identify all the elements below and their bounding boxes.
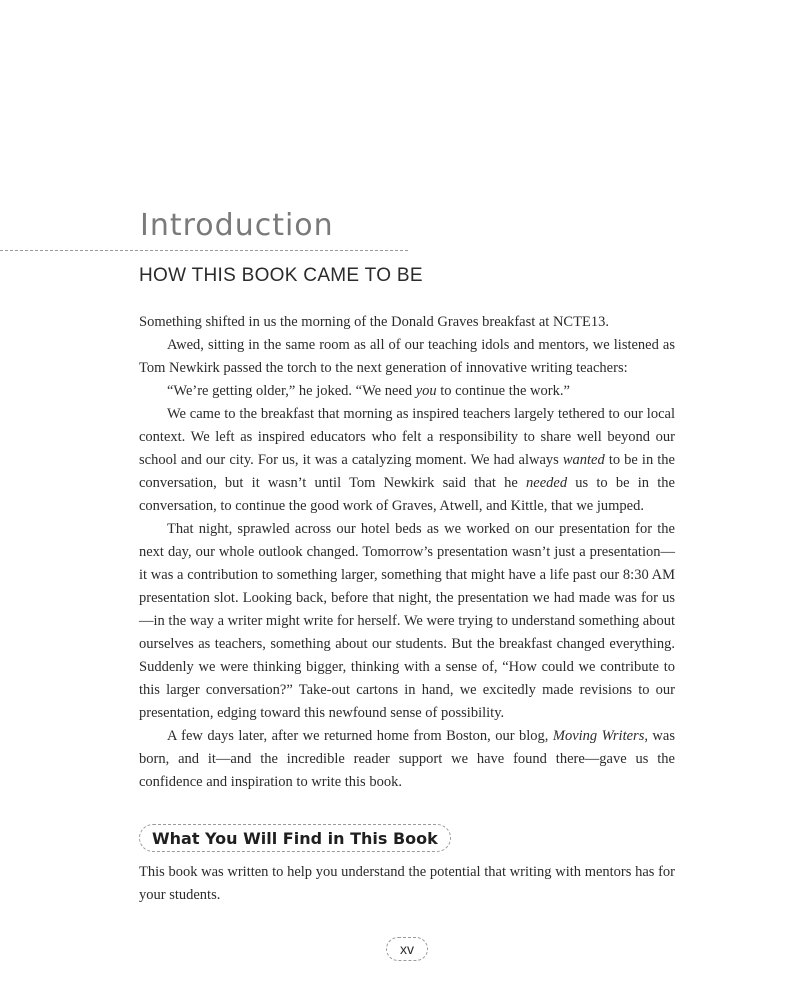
paragraph: Something shifted in us the morning of the Donald Graves breakfast at NCTE13. xyxy=(139,314,609,330)
chapter-subtitle: HOW THIS BOOK CAME TO BE xyxy=(139,265,423,286)
paragraph: Awed, sitting in the same room as all of our teaching idols and mentors, we listened as Tom Newkirk passed the torch to the next generation of innovative writing teachers: xyxy=(139,337,675,376)
paragraph: This book was written to help you understand the potential that writing with mentors has for your students. xyxy=(139,864,675,903)
title-divider xyxy=(0,250,408,251)
paragraph: We came to the breakfast that morning as inspired teachers largely tethered to our local context. We left as inspired educators who felt a responsibility to share well beyond our school and our city. For us, it was a catalyzing moment. We had always wanted to be in the conversation, but it wasn’t until Tom Newkirk said that he needed us to be in the conversation, to continue the good work of Graves, Atwell, and Kittle, that we jumped. xyxy=(139,406,675,514)
paragraph: That night, sprawled across our hotel beds as we worked on our presentation for the next day, our whole outlook changed. Tomorrow’s presentation wasn’t just a presentation—it was a contribution to something larger, something that might have a life past our 8:30 AM presentation slot. Looking back, before that night, the presentation we had made was for us—in the way a writer might write for herself. We were trying to understand something about ourselves as teachers, something about our students. But the breakfast changed everything. Suddenly we were thinking bigger, thinking with a sense of, “How could we contribute to this larger conversation?” Take-out cartons in hand, we excitedly made revisions to our presentation, edging toward this newfound sense of possibility. xyxy=(139,521,675,721)
paragraph: A few days later, after we returned home from Boston, our blog, Moving Writers, was born, and it—and the incredible reader support we have found there—gave us the confidence and inspiration to write this book. xyxy=(139,728,675,790)
chapter-title: Introduction xyxy=(140,208,334,243)
section-heading: What You Will Find in This Book xyxy=(139,824,451,852)
page-number: xv xyxy=(386,937,428,961)
body-text xyxy=(139,311,675,794)
paragraph: “We’re getting older,” he joked. “We need you to continue the work.” xyxy=(167,383,570,399)
section-text xyxy=(139,861,675,907)
